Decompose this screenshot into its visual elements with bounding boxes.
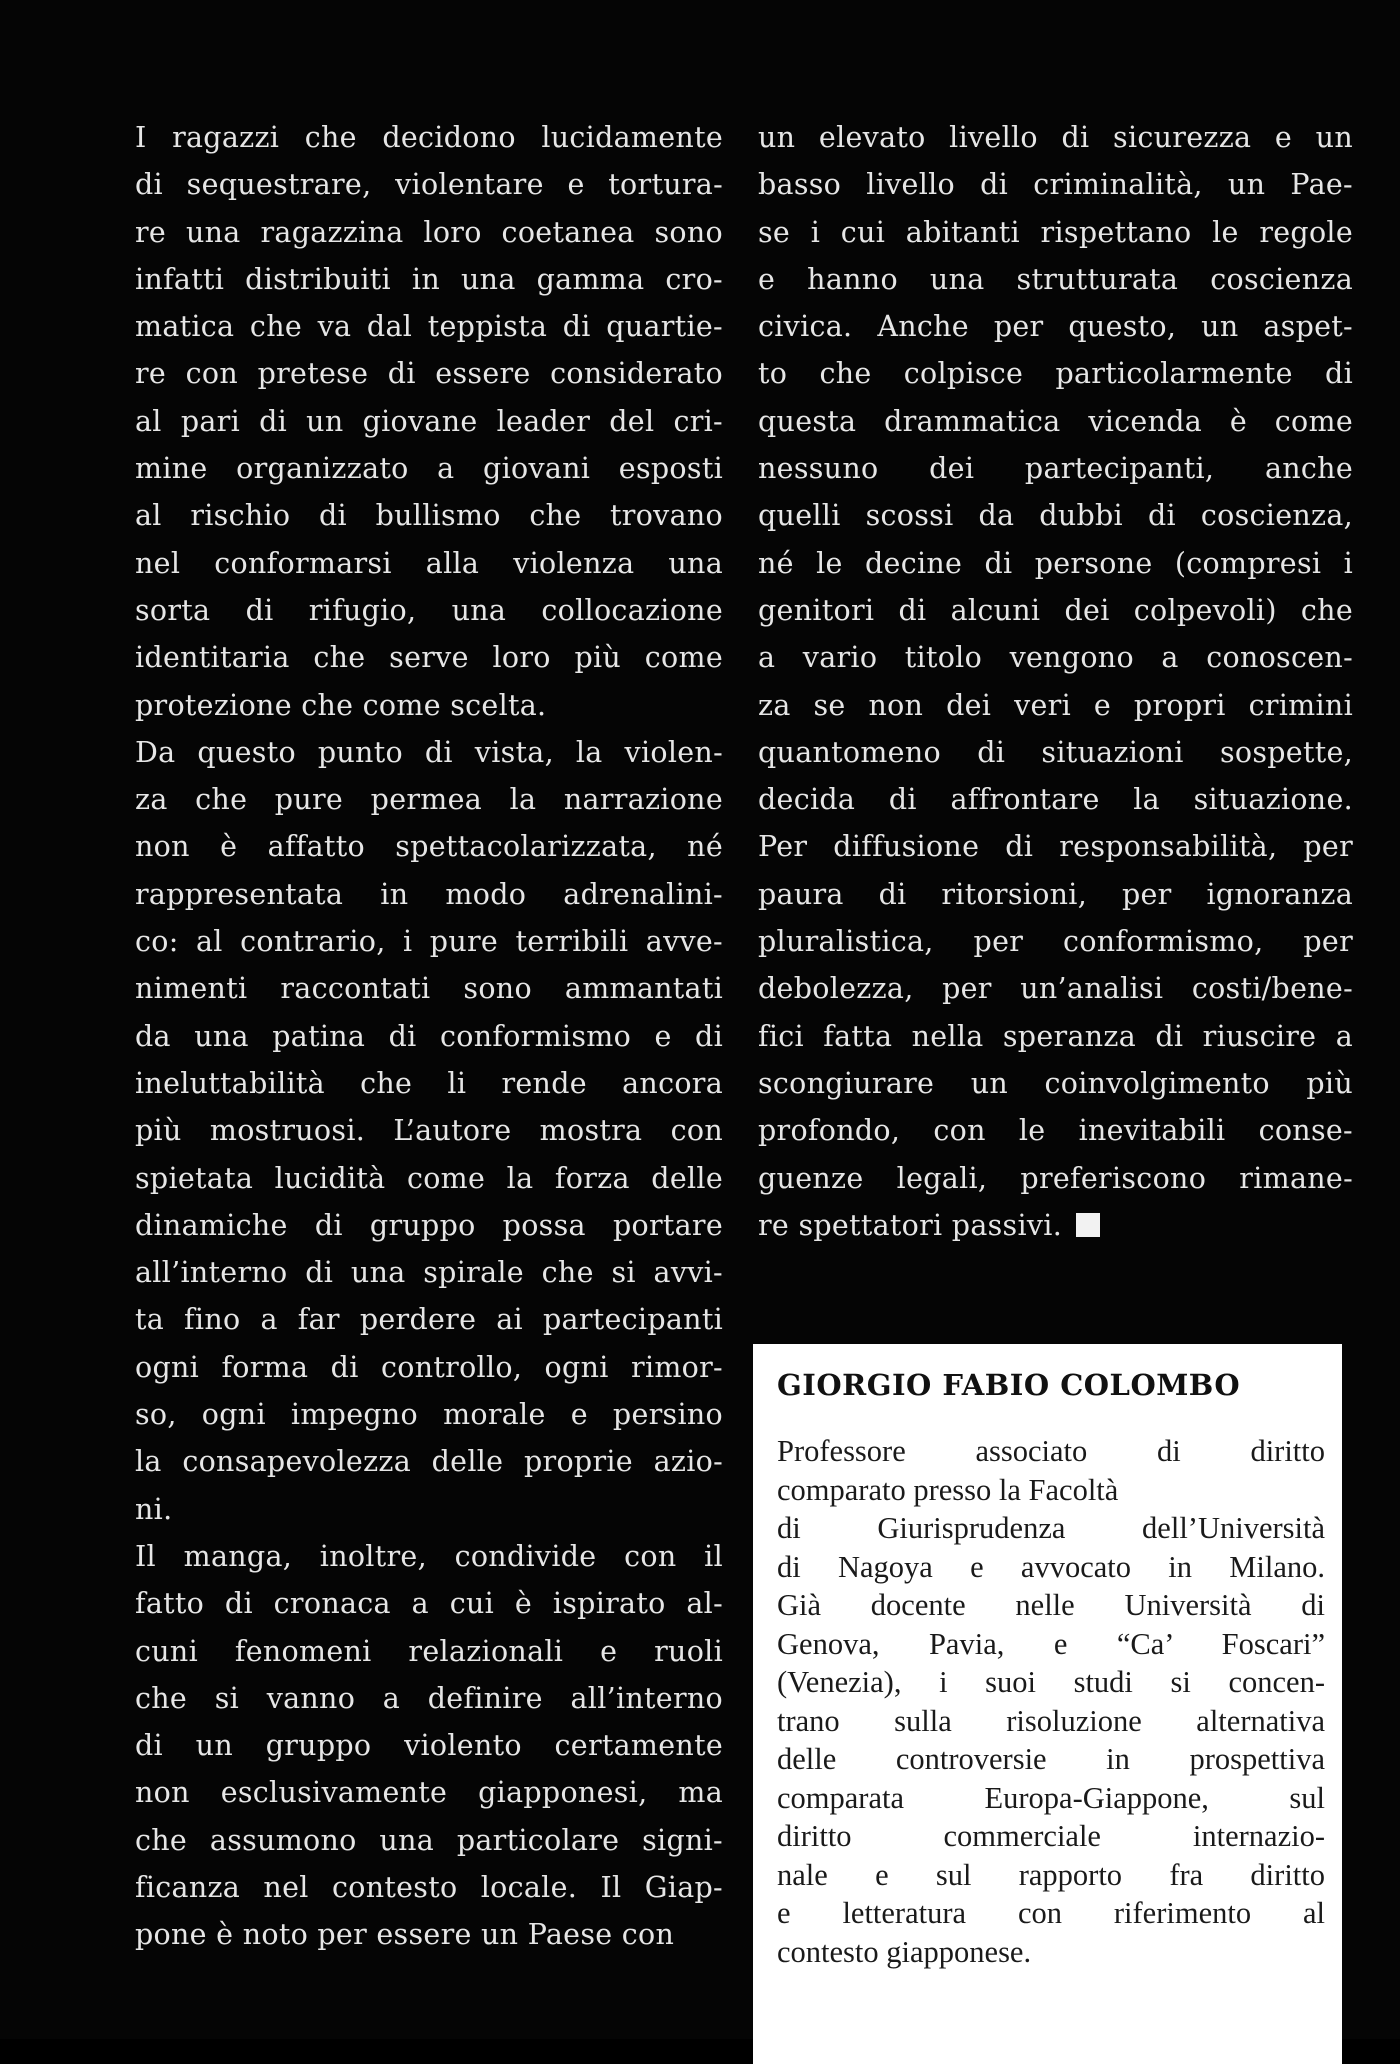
text-line: di Giurisprudenza dell’Università (777, 1511, 1325, 1545)
text-line: I ragazzi che decidono lucidamente (135, 121, 723, 154)
text-line: e letteratura con riferimento al (777, 1896, 1325, 1930)
text-line: ogni forma di controllo, ogni rimor- (135, 1350, 723, 1384)
text-line: né le decine di persone (compresi i (758, 546, 1353, 580)
text-line: la consapevolezza delle proprie azio- (135, 1445, 723, 1479)
text-line: guenze legali, preferiscono rimane- (758, 1161, 1353, 1195)
text-line: protezione che come scelta. (135, 688, 547, 722)
text-line: debolezza, per un’analisi costi/bene- (758, 972, 1353, 1006)
text-line: fici fatta nella speranza di riuscire a (758, 1019, 1353, 1053)
text-line: quelli scossi da dubbi di coscienza, (758, 499, 1353, 533)
text-line: nel conformarsi alla violenza una (135, 546, 723, 580)
text-line: re spettatori passivi. (758, 1208, 1063, 1242)
author-bio-box (753, 1344, 1342, 2064)
text-line: dinamiche di gruppo possa portare (135, 1208, 723, 1242)
text-line: a vario titolo vengono a conoscen- (758, 641, 1353, 675)
text-line: ta fino a far perdere ai partecipanti (135, 1303, 723, 1337)
text-line: un elevato livello di sicurezza e un (758, 121, 1353, 154)
text-line: che si vanno a definire all’interno (135, 1681, 723, 1715)
text-line: all’interno di una spirale che si avvi- (135, 1256, 723, 1290)
text-line: za se non dei veri e propri crimini (758, 688, 1353, 722)
text-line: genitori di alcuni dei colpevoli) che (758, 593, 1353, 627)
text-line: to che colpisce particolarmente di (758, 357, 1353, 391)
text-line: co: al contrario, i pure terribili avve- (135, 925, 723, 959)
text-line: (Venezia), i suoi studi si concen- (777, 1665, 1325, 1699)
text-line: profondo, con le inevitabili conse- (758, 1114, 1353, 1148)
text-line: diritto commerciale internazio- (777, 1819, 1325, 1853)
text-line: basso livello di criminalità, un Pae- (758, 168, 1353, 202)
text-line: di sequestrare, violentare e tortura- (135, 168, 723, 202)
text-line: di Nagoya e avvocato in Milano. (777, 1549, 1325, 1584)
text-line: non è affatto spettacolarizzata, né (135, 830, 723, 864)
text-line: contesto giapponese. (777, 1934, 1032, 1969)
text-line: di un gruppo violento certamente (135, 1729, 723, 1763)
article-column-right (758, 114, 1353, 1249)
text-line: za che pure permea la narrazione (135, 783, 723, 817)
text-line: quantomeno di situazioni sospette, (758, 735, 1353, 769)
text-line: matica che va dal teppista di quartie- (135, 310, 723, 344)
text-line: re una ragazzina loro coetanea sono (135, 215, 723, 249)
text-line: che assumono una particolare signi- (135, 1823, 723, 1857)
text-line: Professore associato di diritto (777, 1434, 1325, 1468)
text-line: nimenti raccontati sono ammantati (135, 972, 723, 1006)
text-line: Da questo punto di vista, la violen- (135, 735, 723, 769)
article-column-left (135, 114, 723, 1959)
text-line: pone è noto per essere un Paese con (135, 1918, 675, 1952)
text-line: Il manga, inoltre, condivide con il (135, 1539, 723, 1573)
text-line: fatto di cronaca a cui è ispirato al- (135, 1587, 723, 1621)
text-line: al pari di un giovane leader del cri- (135, 404, 723, 438)
text-line: scongiurare un coinvolgimento più (758, 1066, 1353, 1100)
text-line: comparato presso la Facoltà (777, 1472, 1119, 1507)
text-line: ni. (135, 1492, 173, 1526)
text-line: re con pretese di essere considerato (135, 357, 723, 391)
text-line: civica. Anche per questo, un aspet- (758, 310, 1353, 344)
text-line: e hanno una strutturata coscienza (758, 262, 1353, 296)
text-line: Già docente nelle Università di (777, 1588, 1325, 1622)
text-line: pluralistica, per conformismo, per (758, 925, 1353, 959)
text-line: Per diffusione di responsabilità, per (758, 830, 1353, 864)
text-line: paura di ritorsioni, per ignoranza (758, 877, 1353, 911)
text-line: nale e sul rapporto fra diritto (777, 1857, 1325, 1892)
text-line: non esclusivamente giapponesi, ma (135, 1776, 723, 1810)
text-line: identitaria che serve loro più come (135, 641, 723, 675)
text-line: comparata Europa-Giappone, sul (777, 1780, 1325, 1815)
text-line: ineluttabilità che li rende ancora (135, 1066, 723, 1100)
text-line: ficanza nel contesto locale. Il Giap- (135, 1870, 723, 1904)
text-line: spietata lucidità come la forza delle (135, 1161, 723, 1195)
text-line: sorta di rifugio, una collocazione (135, 593, 723, 627)
text-line: più mostruosi. L’autore mostra con (135, 1114, 723, 1148)
text-line: nessuno dei partecipanti, anche (758, 452, 1353, 486)
text-line: mine organizzato a giovani esposti (135, 452, 723, 486)
text-line-with-end-mark (758, 1202, 1353, 1249)
author-name: GIORGIO FABIO COLOMBO (777, 1368, 1241, 1402)
text-line: so, ogni impegno morale e persino (135, 1398, 723, 1432)
text-line: rappresentata in modo adrenalini- (135, 877, 723, 911)
author-bio-text (777, 1432, 1325, 1971)
text-line: infatti distribuiti in una gamma cro- (135, 262, 723, 296)
text-line: Genova, Pavia, e “Ca’ Foscari” (777, 1626, 1325, 1661)
text-line: delle controversie in prospettiva (777, 1742, 1325, 1776)
text-line: decida di affrontare la situazione. (758, 783, 1353, 817)
text-line: se i cui abitanti rispettano le regole (758, 215, 1353, 249)
text-line: trano sulla risoluzione alternativa (777, 1703, 1325, 1738)
text-line: cuni fenomeni relazionali e ruoli (135, 1634, 723, 1668)
end-of-article-square-icon (1076, 1213, 1100, 1237)
text-line: da una patina di conformismo e di (135, 1019, 723, 1053)
text-line: al rischio di bullismo che trovano (135, 499, 723, 533)
text-line: questa drammatica vicenda è come (758, 404, 1353, 438)
